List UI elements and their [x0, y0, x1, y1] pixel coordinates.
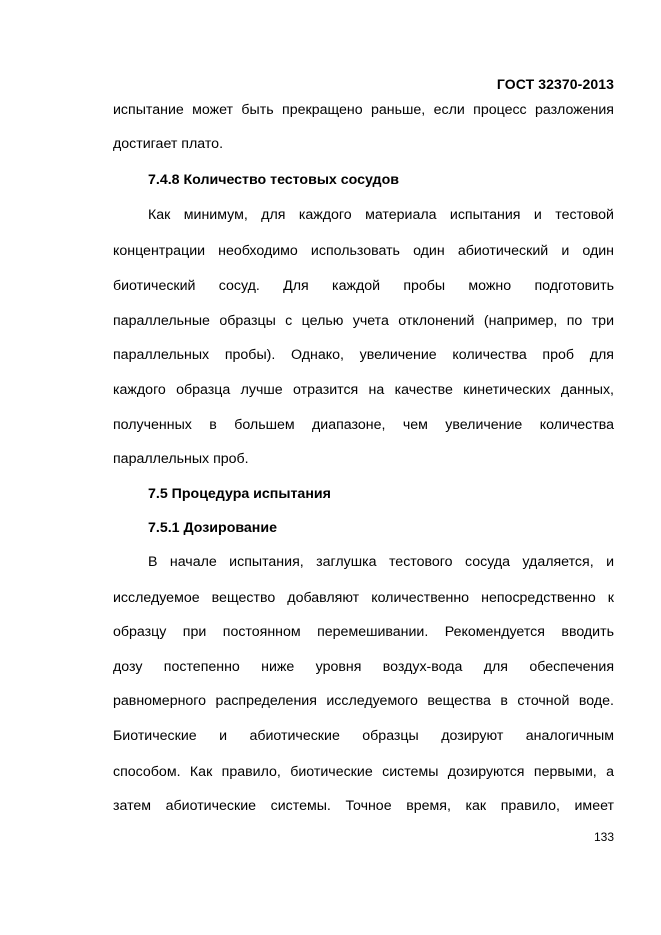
text-line: дозу постепенно ниже уровня воздух-вода для обеспечения — [113, 659, 614, 675]
section-heading: 7.5.1 Дозирование — [148, 520, 277, 536]
text-line: Как минимум, для каждого материала испытания и тестовой — [148, 207, 614, 223]
text-line: Биотические и абиотические образцы дозируют аналогичным — [113, 728, 614, 744]
section-heading: 7.5 Процедура испытания — [148, 486, 331, 502]
text-line: затем абиотические системы. Точное время, как правило, имеет — [113, 798, 614, 814]
text-line: параллельных пробы). Однако, увеличение количества проб для — [113, 347, 614, 363]
text-line: равномерного распределения исследуемого вещества в сточной воде. — [113, 693, 614, 709]
text-line: биотический сосуд. Для каждой пробы можно подготовить — [113, 278, 614, 294]
text-line: полученных в большем диапазоне, чем увеличение количества — [113, 417, 614, 433]
text-line: исследуемое вещество добавляют количественно непосредственно к — [113, 590, 614, 606]
text-line: концентрации необходимо использовать один абиотический и один — [113, 243, 614, 259]
text-line: способом. Как правило, биотические системы дозируются первыми, а — [113, 764, 614, 780]
text-line: образцу при постоянном перемешивании. Рекомендуется вводить — [113, 624, 614, 640]
text-line: испытание может быть прекращено раньше, если процесс разложения — [113, 102, 614, 118]
text-line: достигает плато. — [113, 136, 224, 152]
section-heading: 7.4.8 Количество тестовых сосудов — [148, 172, 399, 188]
text-line: каждого образца лучше отразится на качестве кинетических данных, — [113, 382, 614, 398]
text-line: параллельные образцы с целью учета отклонений (например, по три — [113, 313, 614, 329]
text-line: В начале испытания, заглушка тестового сосуда удаляется, и — [148, 554, 614, 570]
text-line: параллельных проб. — [113, 451, 249, 467]
page-number: 133 — [593, 830, 614, 844]
document-header: ГОСТ 32370-2013 — [496, 76, 614, 92]
